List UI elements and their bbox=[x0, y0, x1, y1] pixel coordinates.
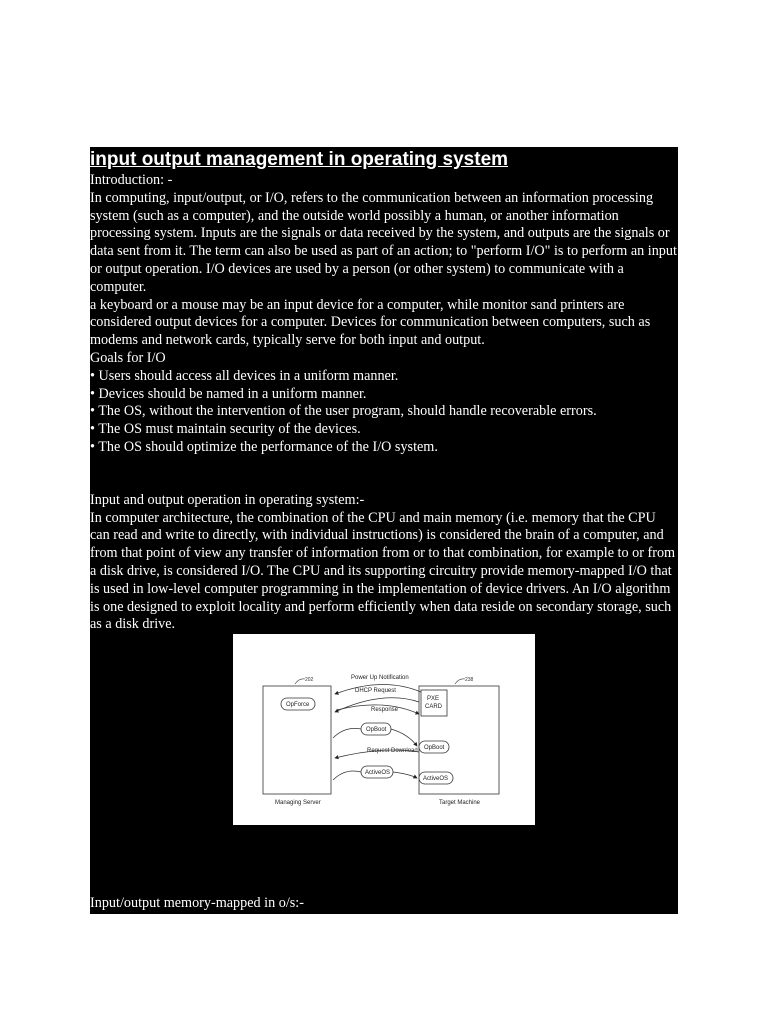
document-page bbox=[90, 147, 678, 914]
opboot-label-right: OpBoot bbox=[424, 745, 445, 751]
activeos-label-left: ActiveOS bbox=[365, 770, 391, 776]
ops-paragraph: In computer architecture, the combination of the CPU and main memory (i.e. memory that the CPU can read and write to directly, with individual instructions) is considered the brain of a computer, and from that point of view any transfer of information from or to that combination, for example to or from a disk drive, is considered I/O. The CPU and its supporting circuitry provide memory-mapped I/O that is used in low-level computer programming in the implementation of device drivers. An I/O algorithm is one designed to exploit locality and perform efficiently when data reside on secondary storage, such as a disk drive. bbox=[90, 509, 676, 633]
ref-number-right: 238 bbox=[465, 677, 474, 683]
opforce-label: OpForce bbox=[286, 702, 310, 708]
response-label: Response bbox=[371, 707, 399, 713]
target-machine-caption: Target Machine bbox=[439, 800, 481, 806]
dhcp-request-label: DHCP Request bbox=[355, 688, 396, 694]
pxe-label: PXE bbox=[427, 696, 440, 702]
power-up-label: Power Up Notification bbox=[351, 675, 409, 681]
goal-item: • Devices should be named in a uniform manner. bbox=[90, 385, 367, 402]
ref-number-left: 202 bbox=[305, 677, 314, 683]
goal-item: • Users should access all devices in a uniform manner. bbox=[90, 367, 399, 384]
intro-heading: Introduction: - bbox=[90, 172, 173, 188]
intro-paragraph-1: In computing, input/output, or I/O, refers to the communication between an information processing system (such as a computer), and the outside world possibly a human, or another information processing system. Inputs are the signals or data received by the system, and outputs are the signals or data sent from it. The term can also be used as part of an action; to "perform I/O" is to perform an input or output operation. I/O devices are used by a person (or other system) to communicate with a computer. bbox=[90, 189, 677, 295]
ops-heading: Input and output operation in operating system:- bbox=[90, 491, 365, 508]
opboot-label-left: OpBoot bbox=[366, 727, 387, 733]
document-title: input output management in operating system bbox=[90, 149, 509, 170]
managing-server-caption: Managing Server bbox=[275, 800, 321, 806]
spacer bbox=[90, 457, 678, 492]
boot-sequence-figure bbox=[233, 634, 535, 825]
goal-item: • The OS must maintain security of the devices. bbox=[90, 421, 361, 438]
request-download-label: Request Download bbox=[367, 748, 418, 754]
goals-heading: Goals for I/O bbox=[90, 349, 166, 366]
intro-paragraph-2: a keyboard or a mouse may be an input device for a computer, while monitor sand printers are considered output devices for a computer. Devices for communication between computers, such as modems and network cards, typically serve for both input and output. bbox=[90, 296, 651, 349]
pxe-card-box bbox=[421, 690, 447, 716]
goal-item: • The OS, without the intervention of the user program, should handle recoverable errors. bbox=[90, 403, 597, 420]
goal-item: • The OS should optimize the performance of the I/O system. bbox=[90, 438, 438, 455]
card-label: CARD bbox=[425, 704, 443, 710]
activeos-label-right: ActiveOS bbox=[423, 776, 449, 782]
memory-mapped-heading: Input/output memory-mapped in o/s:- bbox=[90, 895, 304, 911]
figure-diagram bbox=[233, 634, 535, 825]
